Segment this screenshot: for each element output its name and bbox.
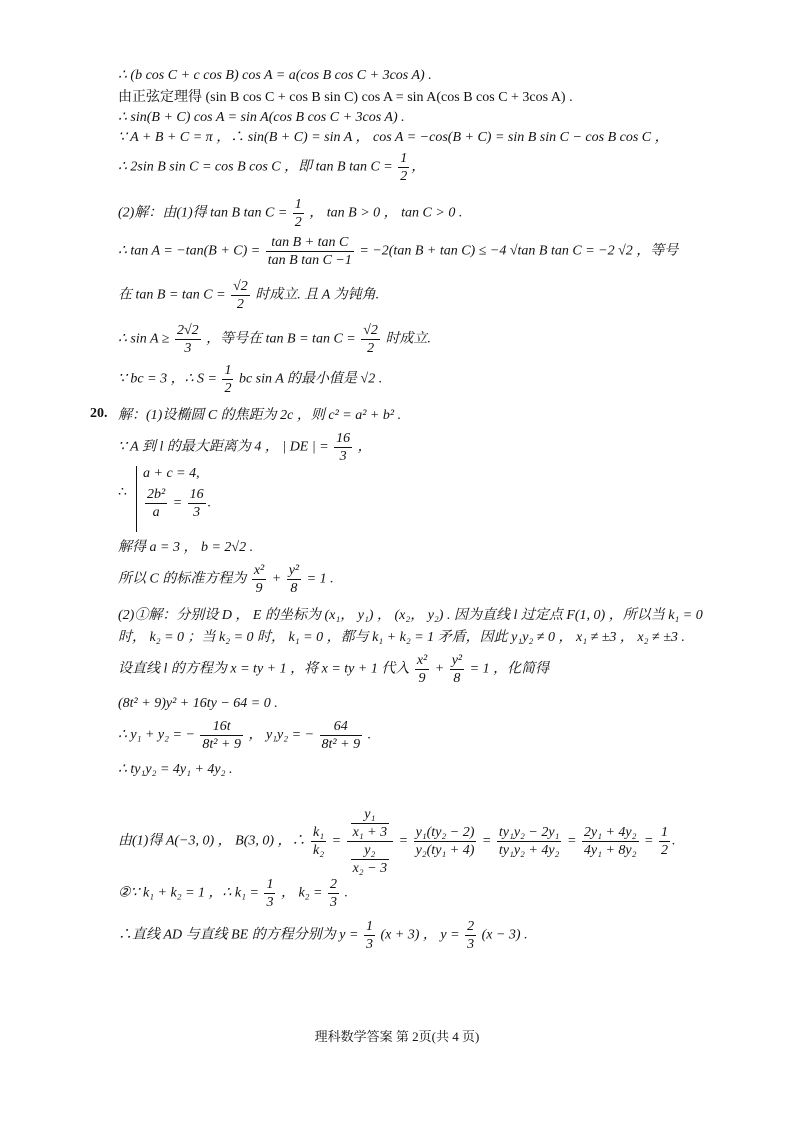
fraction: $\frac{16t}{\text{8t² + 9}}$	[202, 719, 241, 752]
line-8: 在 tan B = tan C = $\frac{√2}{2}$ 时成立. 且 A 为钝角.	[118, 279, 380, 312]
fraction: $\frac{√2}{2}$	[233, 279, 248, 312]
fraction: $\frac{\text{k₁}}{\text{k₂}}$	[313, 825, 325, 858]
question-number: 20.	[90, 406, 108, 421]
fraction: $\frac{1}{2}$	[224, 363, 232, 396]
line-5: ∴ 2sin B sin C = cos B cos C ，即 tan B tan C = $\frac{1}{2}$ ，	[118, 151, 426, 184]
line-11: 解：(1)设椭圆 C 的焦距为 2c ，则 c² = a² + b² .	[118, 408, 402, 423]
fraction: $\frac{2√2}{3}$	[176, 323, 199, 356]
fraction: $\frac{1}{2}$	[400, 151, 408, 184]
line-4: ∵ A + B + C = π ，∴ sin(B + C) = sin A ， cos A = −cos(B + C) = sin B sin C − cos B cos C ，	[118, 130, 669, 145]
fraction: $\frac{16}{3}$	[336, 431, 351, 464]
line-12: ∵ A 到 l 的最大距离为 4 ， | DE | = $\frac{16}{3}$ ，	[118, 431, 372, 464]
line-13: 解得 a = 3 ， b = 2√2 .	[118, 540, 254, 555]
fraction: $\frac{2}{3}$	[467, 919, 475, 952]
fraction: $\frac{16}{3}$	[189, 487, 204, 520]
line-9: ∴ sin A ≥ $\frac{2√2}{3}$ ，等号在 tan B = tan C = $\frac{√2}{2}$ 时成立.	[118, 323, 431, 356]
therefore-symbol: ∴	[118, 485, 127, 500]
fraction: $\frac{\text{x²}}{9}$	[416, 653, 428, 686]
line-3: ∴ sin(B + C) cos A = sin A(cos B cos C + 3cos A) .	[118, 110, 405, 125]
line-2: 由正弦定理得 (sin B cos C + cos B sin C) cos A = sin A(cos B cos C + 3cos A) .	[118, 90, 573, 105]
page-footer: 理科数学答案 第 2页(共 4 页)	[314, 1029, 480, 1044]
line-1: ∴ (b cos C + c cos B) cos A = a(cos B cos C + 3cos A) .	[118, 68, 432, 83]
fraction: $\frac{2}{3}$	[329, 877, 337, 910]
fraction: $\frac{1}{3}$	[365, 919, 373, 952]
line-6: (2)解：由(1)得 tan B tan C = $\frac{1}{2}$ ， tan B > 0 ， tan C > 0 .	[118, 197, 463, 230]
line-16: 时， k₂ = 0 ；当 k₂ = 0 时， k₁ = 0 ，都与 k₁ + k₂ = 1 矛盾，因此 y₁y₂ ≠ 0 ， x₁ ≠ ±3 ， x₂ ≠ ±3 .	[118, 630, 685, 645]
line-15: (2)①解：分别设 D ， E 的坐标为 (x₁， y₁) ， (x₂， y₂) . 因为直线 l 过定点 F(1, 0) ，所以当 k₁ = 0	[118, 608, 703, 623]
fraction: $\frac{√2}{2}$	[363, 323, 378, 356]
fraction: $\frac{1}{2}$	[294, 197, 302, 230]
line-23: ∴直线 AD 与直线 BE 的方程分别为 y = $\frac{1}{3}$ (x + 3) ， y = $\frac{2}{3}$ (x − 3) .	[118, 919, 528, 952]
line-18: (8t² + 9)y² + 16ty − 64 = 0 .	[118, 696, 278, 711]
line-10: ∵ bc = 3 ，∴ S = $\frac{1}{2}$ bc sin A 的最小值是 √2 .	[118, 363, 383, 396]
line-22: ②∵ k₁ + k₂ = 1 ，∴ k₁ = $\frac{1}{3}$ ， k₂ = $\frac{2}{3}$ .	[118, 877, 348, 910]
equation-system: a + c = 4, $\frac{\text{2b²}}{a}$ = $\frac{16}{3}$ .	[136, 466, 211, 532]
fraction: $\frac{\text{x²}}{9}$	[253, 563, 265, 596]
fraction: $\frac{64}{\text{8t² + 9}}$	[321, 719, 361, 752]
fraction: $\frac{1}{3}$	[266, 877, 274, 910]
line-17: 设直线 l 的方程为 x = ty + 1 ，将 x = ty + 1 代入 $\frac{\text{x²}}{9}$ + $\frac{\text{y²}}{8}$ = 1 ，化简得	[118, 653, 550, 686]
line-7: ∴ tan A = −tan(B + C) = $\frac{\text{tan B + tan C}}{\text{tan B tan C −1}}$ = −2(tan B + tan C) ≤ −4 √tan B tan C = −2 √2 ，等号	[118, 235, 679, 268]
nested-fraction: $\frac{\frac{\text{y₁}}{\text{x₁ + 3}}}{\frac{\text{y₂}}{\text{x₂ − 3}}}$	[347, 806, 394, 877]
line-14: 所以 C 的标准方程为 $\frac{\text{x²}}{9}$ + $\frac{\text{y²}}{8}$ = 1 .	[118, 563, 334, 596]
fraction: $\frac{\text{ty₁y₂ − 2y₁}}{\text{ty₁y₂ + 4y₂}}$	[498, 825, 560, 858]
fraction: $\frac{\text{y²}}{8}$	[451, 653, 463, 686]
line-19: ∴ y₁ + y₂ = − $\frac{16t}{\text{8t² + 9}}$ ， y₁y₂ = − $\frac{64}{\text{8t² + 9}}$ .	[118, 719, 372, 752]
line-20: ∴ ty₁y₂ = 4y₁ + 4y₂ .	[118, 762, 233, 777]
fraction: $\frac{\text{y₁(ty₂ − 2)}}{\text{y₂(ty₁ + 4)}}$	[415, 825, 475, 858]
fraction: $\frac{\text{2b²}}{a}$	[147, 487, 166, 520]
fraction: $\frac{1}{2}$	[660, 825, 668, 858]
line-21: 由(1)得 A(−3, 0) ， B(3, 0) ，∴ $\frac{\text{k₁}}{\text{k₂}}$ = $\frac{\frac{\text{y₁}}{\text{x₁ + 3}}}{\frac{\text{y₂}}{\text{x₂ − 3}}}$ = $\frac{\text{y₁(ty₂ − 2)}}{\text{y₂(ty₁ + 4)}}$ = $\frac{\text{ty₁y₂ − 2y₁}}{\text{ty₁y₂ + 4y₂}}$ = $\frac{\text{2y₁ + 4y₂}}{\text{4y₁ + 8y₂}}$ = $\frac{1}{2}$ .	[118, 807, 676, 876]
fraction: $\frac{\text{y²}}{8}$	[288, 563, 300, 596]
fraction: $\frac{\text{tan B + tan C}}{\text{tan B tan C −1}}$	[267, 235, 352, 268]
fraction: $\frac{\text{2y₁ + 4y₂}}{\text{4y₁ + 8y₂}}$	[583, 825, 637, 858]
